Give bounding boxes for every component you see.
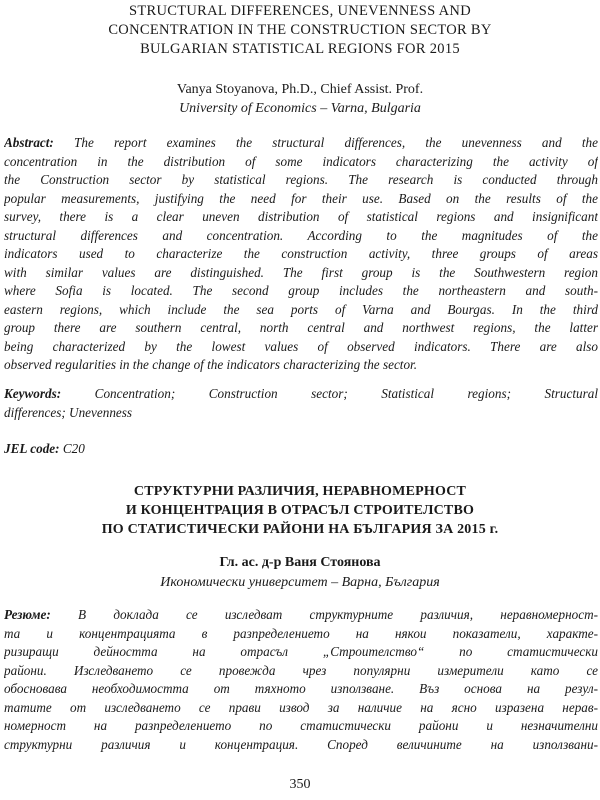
abstract-line: eastern regions, which include the sea ports of Varna and Bourgas. In the third: [4, 301, 598, 317]
bg-author-line: Гл. ас. д-р Ваня Стоянова: [219, 555, 381, 570]
bg-paper-title: [0, 482, 600, 539]
resume-line: татите от изследването се прави извод за наличие на ясно изразена нерав-: [4, 699, 598, 715]
page-number: 350: [289, 777, 311, 792]
paper-title: [0, 2, 600, 59]
abstract-line: where Sofia is located. The second group includes the northeastern and south-: [4, 283, 598, 298]
resume-line: обосновава необходимостта от тяхното използване. Въз основа на резул-: [4, 681, 598, 696]
keywords-label: Keywords:: [4, 386, 62, 401]
bg-title-line: ПО СТАТИСТИЧЕСКИ РАЙОНИ НА БЪЛГАРИЯ ЗА 2015 г.: [101, 522, 499, 537]
abstract-block: [4, 134, 598, 375]
resume-label: Резюме:: [4, 607, 51, 622]
resume-block: [4, 606, 598, 754]
title-line: BULGARIAN STATISTICAL REGIONS FOR 2015: [140, 41, 460, 57]
resume-line: структурни различия и концентрация. Според величините на използвани-: [4, 736, 598, 752]
abstract-line: The report examines the structural differences, the unevenness and the: [53, 135, 598, 150]
keywords-block: [4, 385, 598, 422]
bg-title-line: СТРУКТУРНИ РАЗЛИЧИЯ, НЕРАВНОМЕРНОСТ: [133, 484, 467, 499]
affiliation-line: University of Economics – Varna, Bulgaria: [179, 101, 421, 116]
abstract-line: being characterized by the lowest values of observed indicators. There are also: [4, 338, 598, 354]
keywords-line: Concentration; Construction sector; Statistical regions; Structural: [61, 386, 598, 401]
author-line: Vanya Stoyanova, Ph.D., Chief Assist. Prof.: [176, 82, 424, 97]
jel-value: C20: [59, 441, 85, 456]
abstract-label: Abstract:: [4, 135, 54, 150]
resume-line: В доклада се изследват структурните различия, неравномерност-: [50, 607, 598, 622]
abstract-line: indicators used to characterize the construction activity, three groups of areas: [4, 246, 598, 261]
abstract-line: with similar values are distinguished. The first group is the Southwestern region: [4, 264, 598, 280]
title-line: CONCENTRATION IN THE CONSTRUCTION SECTOR BY: [108, 22, 492, 38]
resume-line: та и концентрацията в разпределението на някои показатели, характе-: [4, 625, 598, 641]
jel-code: [4, 440, 85, 458]
abstract-line: concentration in the distribution of some indicators characterizing the activity of: [4, 153, 598, 169]
keywords-line: differences; Unevenness: [4, 404, 133, 420]
bg-title-line: И КОНЦЕНТРАЦИЯ В ОТРАСЪЛ СТРОИТЕЛСТВО: [125, 503, 475, 518]
resume-line: ризиращи дейността на отрасъл „Строителство“ по статистически: [4, 644, 598, 659]
abstract-line: group there are southern central, north central and northwest regions, the latter: [4, 320, 598, 335]
abstract-line: structural differences and concentration. According to the magnitudes of the: [4, 227, 598, 243]
abstract-line: observed regularities in the change of the indicators characterizing the sector.: [4, 357, 418, 372]
jel-label: JEL code:: [4, 441, 60, 456]
abstract-line: the Construction sector by statistical regions. The research is conducted through: [4, 172, 598, 187]
bg-affiliation-line: Икономически университет – Варна, България: [160, 575, 440, 590]
resume-line: номерност на разпределението по статистически райони и незначителни: [4, 718, 598, 733]
title-line: STRUCTURAL DIFFERENCES, UNEVENNESS AND: [129, 3, 471, 19]
abstract-line: survey, there is a clear uneven distribution of statistical regions and insignificant: [4, 209, 598, 224]
abstract-line: popular measurements, justifying the need for their use. Based on the results of the: [4, 190, 598, 206]
resume-line: райони. Изследването се провежда чрез популярни измерители като се: [4, 662, 598, 678]
